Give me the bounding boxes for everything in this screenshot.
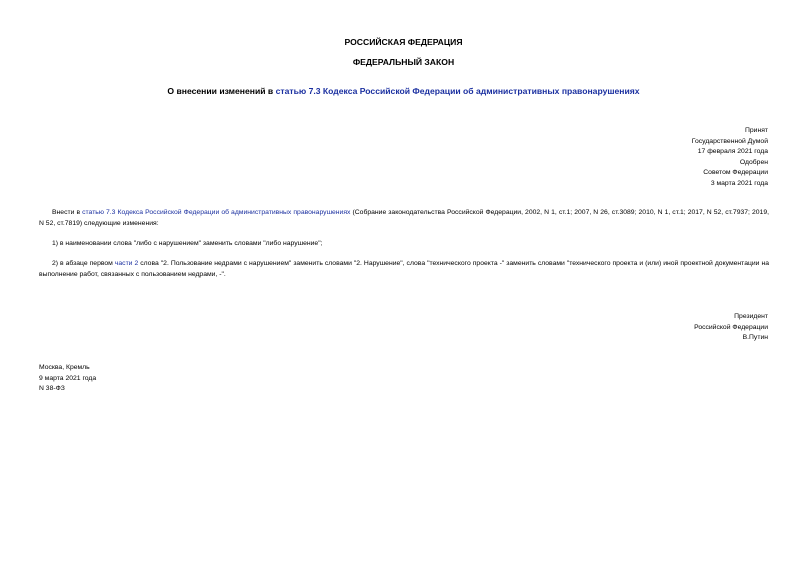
intro-suffix: (Собрание законодательства Российской Федерации, 2002, N 1, ст.1; 2007, N 26, ст.3089; 2010, N 1, ст.1; 2017, N 52, ст.7937; 2019, N 52, ст.7819) следующие изменения: xyxy=(39,209,769,227)
signature-line: Российской Федерации xyxy=(694,323,768,331)
law-title-prefix: О внесении изменений в xyxy=(167,86,276,96)
amendment-item-2 xyxy=(39,259,769,280)
country-heading: РОССИЙСКАЯ ФЕДЕРАЦИЯ xyxy=(344,37,463,47)
date-line: 9 марта 2021 года xyxy=(39,374,97,382)
place-date-block xyxy=(39,363,96,395)
item2-prefix: 2) в абзаце первом xyxy=(52,260,115,267)
approval-line: Одобрен xyxy=(739,158,768,166)
signature-line: Президент xyxy=(734,313,768,320)
intro-prefix: Внести в xyxy=(52,209,83,216)
item2-part-link[interactable]: части 2 xyxy=(114,260,139,267)
law-type-heading: ФЕДЕРАЛЬНЫЙ ЗАКОН xyxy=(352,57,455,67)
intro-article-link[interactable]: статью 7.3 Кодекса Российской Федерации об административных правонарушениях xyxy=(82,209,351,216)
law-title-article-link[interactable]: статью 7.3 Кодекса Российской Федерации об административных правонарушениях xyxy=(275,86,640,96)
adoption-line: Государственной Думой xyxy=(691,137,768,145)
place-line: Москва, Кремль xyxy=(39,364,90,371)
law-number: N 38-ФЗ xyxy=(39,385,65,392)
approval-line: Советом Федерации xyxy=(703,169,768,176)
signature-name: В.Путин xyxy=(742,334,768,341)
item2-suffix: слова "2. Пользование недрами с нарушением" заменить словами "2. Нарушение", слова "технического проекта -" заменить словами "технического проекта и (или) иной проектной документации на выполнение работ, связанных с пользованием недрами, -". xyxy=(39,260,769,278)
adoption-line: 17 февраля 2021 года xyxy=(697,148,768,155)
law-title xyxy=(0,86,807,96)
signature-block xyxy=(694,312,768,344)
amendment-item-1: 1) в наименовании слова "либо с нарушением" заменить словами "либо нарушение"; xyxy=(52,240,323,247)
intro-paragraph xyxy=(39,208,769,229)
approval-line: 3 марта 2021 года xyxy=(710,179,768,187)
adoption-line: Принят xyxy=(744,127,768,134)
adoption-info xyxy=(692,126,768,189)
